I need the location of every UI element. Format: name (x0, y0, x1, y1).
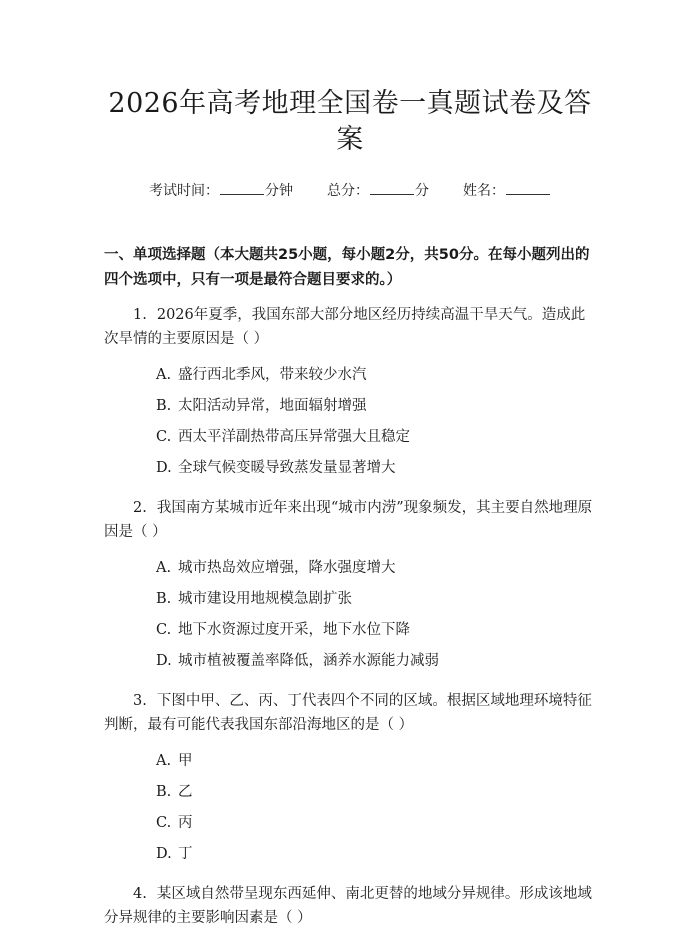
question (104, 882, 596, 930)
question (104, 689, 596, 864)
option-letter: C. (156, 429, 172, 445)
option-letter: C. (156, 815, 172, 831)
option-text: 丙 (178, 815, 193, 831)
answer-option[interactable] (156, 558, 596, 578)
option-letter: D. (156, 653, 172, 669)
question-stem (104, 689, 596, 737)
option-letter: A. (156, 753, 172, 769)
question-number: 4. (133, 886, 147, 902)
question-list (104, 303, 596, 930)
answer-option[interactable] (156, 365, 596, 385)
total-score-label: 总分： (327, 183, 369, 199)
option-text: 全球气候变暖导致蒸发量显著增大 (178, 460, 396, 476)
answer-option[interactable] (156, 751, 596, 771)
answer-option[interactable] (156, 589, 596, 609)
answer-option[interactable] (156, 844, 596, 864)
option-text: 城市建设用地规模急剧扩张 (178, 591, 352, 607)
option-letter: B. (156, 591, 172, 607)
question-text: 我国南方某城市近年来出现“城市内涝”现象频发，其主要自然地理原因是（ ） (104, 500, 593, 540)
exam-time-label: 考试时间： (149, 183, 219, 199)
exam-time-blank[interactable] (220, 180, 264, 195)
answer-option[interactable] (156, 396, 596, 416)
answer-option[interactable] (156, 813, 596, 833)
option-letter: A. (156, 367, 172, 383)
option-text: 乙 (178, 784, 193, 800)
option-list (156, 558, 596, 671)
option-text: 太阳活动异常，地面辐射增强 (178, 398, 367, 414)
option-text: 西太平洋副热带高压异常强大且稳定 (178, 429, 410, 445)
total-score-field (327, 180, 429, 201)
option-letter: D. (156, 846, 172, 862)
answer-option[interactable] (156, 458, 596, 478)
exam-time-field (149, 180, 293, 201)
option-list (156, 751, 596, 864)
option-text: 地下水资源过度开采，地下水位下降 (178, 622, 410, 638)
page-title: 2026年高考地理全国卷一真题试卷及答案 (108, 88, 592, 155)
option-letter: C. (156, 622, 172, 638)
answer-option[interactable] (156, 782, 596, 802)
question-number: 1. (133, 307, 147, 323)
total-score-blank[interactable] (370, 180, 414, 195)
option-letter: B. (156, 398, 172, 414)
option-text: 盛行西北季风，带来较少水汽 (178, 367, 367, 383)
option-letter: B. (156, 784, 172, 800)
option-text: 城市热岛效应增强，降水强度增大 (178, 560, 396, 576)
total-score-unit: 分 (415, 183, 429, 199)
question-stem (104, 882, 596, 930)
question-text: 2026年夏季，我国东部大部分地区经历持续高温干旱天气。造成此次旱情的主要原因是（ ） (104, 307, 586, 347)
option-letter: A. (156, 560, 172, 576)
question-stem (104, 303, 596, 351)
question (104, 303, 596, 478)
question-text: 某区域自然带呈现东西延伸、南北更替的地域分异规律。形成该地域分异规律的主要影响因素是（ ） (104, 886, 592, 926)
option-text: 城市植被覆盖率降低，涵养水源能力减弱 (178, 653, 439, 669)
student-name-label: 姓名： (463, 183, 505, 199)
option-letter: D. (156, 460, 172, 476)
section-heading: 一、单项选择题（本大题共25小题，每小题2分，共50分。在每小题列出的四个选项中，只有一项是最符合题目要求的。） (104, 247, 590, 288)
question-number: 2. (133, 500, 147, 516)
question (104, 496, 596, 671)
exam-time-unit: 分钟 (265, 183, 293, 199)
option-list (156, 365, 596, 478)
question-number: 3. (133, 693, 147, 709)
student-name-blank[interactable] (506, 180, 550, 195)
exam-info-bar (104, 180, 596, 201)
answer-option[interactable] (156, 427, 596, 447)
option-text: 甲 (178, 753, 193, 769)
question-text: 下图中甲、乙、丙、丁代表四个不同的区域。根据区域地理环境特征判断，最有可能代表我国东部沿海地区的是（ ） (104, 693, 592, 733)
question-stem (104, 496, 596, 544)
student-name-field (463, 180, 551, 201)
answer-option[interactable] (156, 651, 596, 671)
answer-option[interactable] (156, 620, 596, 640)
option-text: 丁 (178, 846, 193, 862)
